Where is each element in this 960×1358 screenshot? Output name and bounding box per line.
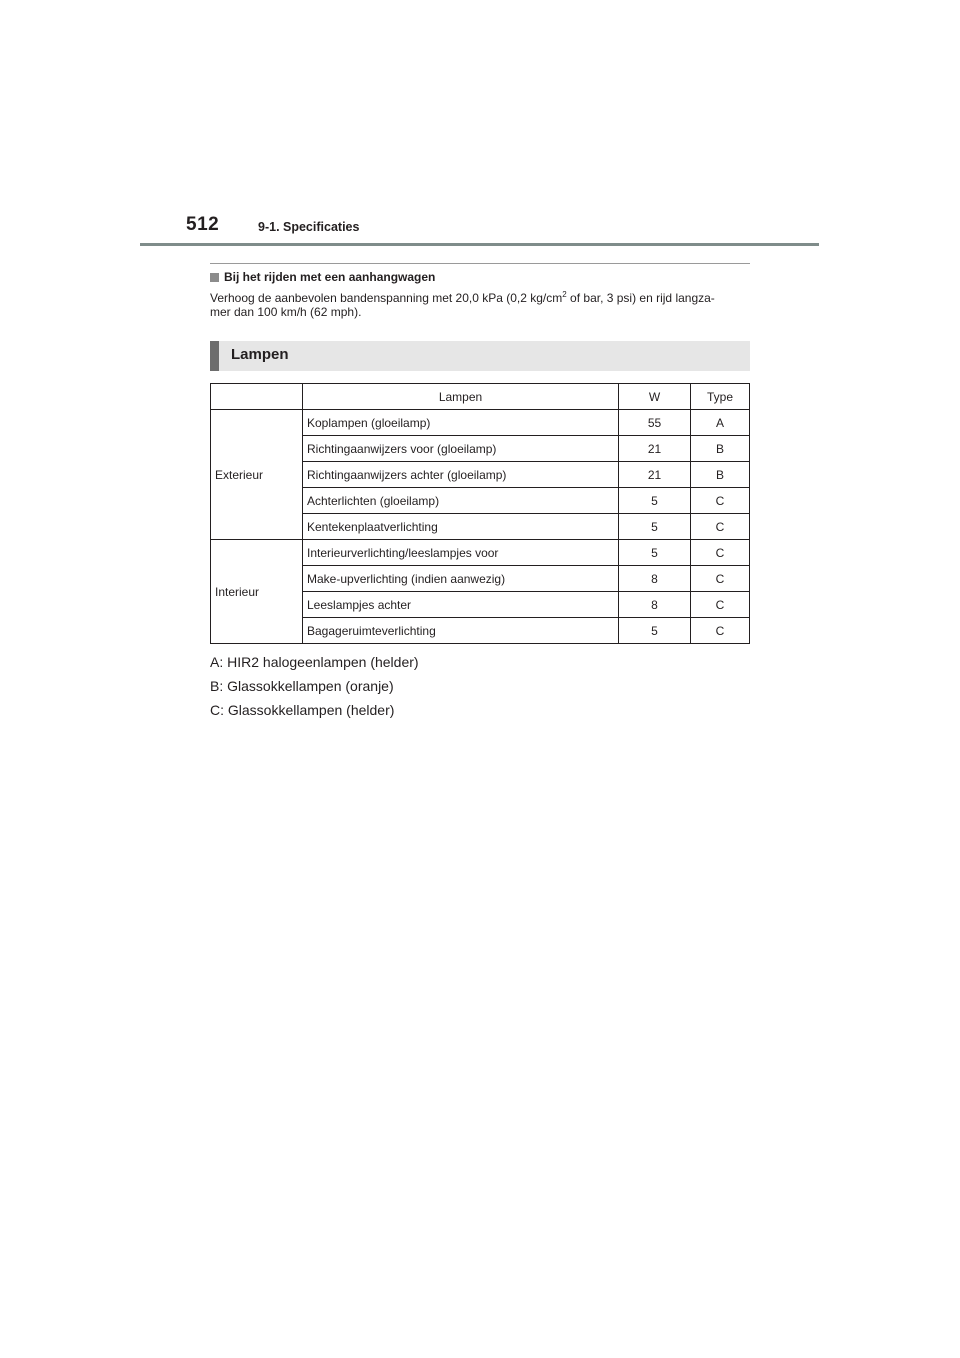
lamp-cell: Achterlichten (gloeilamp)	[303, 488, 619, 514]
page-number: 512	[186, 214, 220, 235]
header-divider	[140, 243, 819, 246]
lamp-cell: Bagageruimteverlichting	[303, 618, 619, 644]
legend-item-a: A: HIR2 halogeenlampen (helder)	[210, 654, 419, 670]
lamps-table	[210, 383, 750, 644]
section-title: 9-1. Specificaties	[258, 220, 360, 234]
trailer-heading	[210, 270, 435, 284]
type-cell: A	[691, 410, 750, 436]
trailer-paragraph	[210, 291, 755, 319]
lamp-cell: Make-upverlichting (indien aanwezig)	[303, 566, 619, 592]
square-bullet-icon	[210, 273, 219, 282]
watt-cell: 55	[619, 410, 691, 436]
header-group	[211, 384, 303, 410]
header-w: W	[619, 384, 691, 410]
watt-cell: 21	[619, 462, 691, 488]
type-cell: B	[691, 462, 750, 488]
legend-item-c: C: Glassokkellampen (helder)	[210, 702, 395, 718]
group-interieur: Interieur	[211, 540, 303, 644]
lamp-cell: Interieurverlichting/leeslampjes voor	[303, 540, 619, 566]
lamp-type-legend	[210, 650, 419, 722]
trailer-heading-text: Bij het rijden met een aanhangwagen	[224, 270, 436, 284]
trailer-text-line2: mer dan 100 km/h (62 mph).	[210, 305, 362, 319]
lamp-cell: Kentekenplaatverlichting	[303, 514, 619, 540]
type-cell: C	[691, 566, 750, 592]
watt-cell: 8	[619, 566, 691, 592]
type-cell: C	[691, 540, 750, 566]
watt-cell: 21	[619, 436, 691, 462]
lamp-cell: Richtingaanwijzers achter (gloeilamp)	[303, 462, 619, 488]
group-exterieur: Exterieur	[211, 410, 303, 540]
lamp-cell: Koplampen (gloeilamp)	[303, 410, 619, 436]
lamp-cell: Richtingaanwijzers voor (gloeilamp)	[303, 436, 619, 462]
watt-cell: 5	[619, 618, 691, 644]
type-cell: C	[691, 488, 750, 514]
header-type: Type	[691, 384, 750, 410]
trailer-text-part1: Verhoog de aanbevolen bandenspanning met 20,0 kPa (0,2 kg/cm	[210, 291, 563, 305]
type-cell: C	[691, 514, 750, 540]
lamps-section-header	[210, 341, 750, 371]
type-cell: C	[691, 592, 750, 618]
lamp-cell: Leeslampjes achter	[303, 592, 619, 618]
watt-cell: 5	[619, 514, 691, 540]
type-cell: B	[691, 436, 750, 462]
trailer-text-part2: of bar, 3 psi) en rijd langza-	[566, 291, 715, 305]
watt-cell: 8	[619, 592, 691, 618]
watt-cell: 5	[619, 488, 691, 514]
lamps-section-title: Lampen	[231, 346, 289, 363]
legend-item-b: B: Glassokkellampen (oranje)	[210, 678, 394, 694]
type-cell: C	[691, 618, 750, 644]
trailer-superscript: 2	[562, 290, 567, 299]
section-divider	[210, 263, 750, 264]
table-row	[211, 410, 750, 436]
watt-cell: 5	[619, 540, 691, 566]
header-lamp: Lampen	[303, 384, 619, 410]
table-header-row	[211, 384, 750, 410]
table-row	[211, 540, 750, 566]
